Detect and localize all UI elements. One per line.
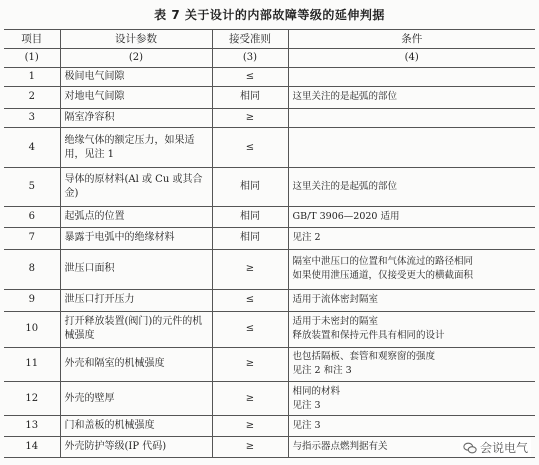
row-acceptance-criterion: ≥ <box>212 436 288 457</box>
subheader-3: (3) <box>212 49 288 68</box>
row-acceptance-criterion: ≥ <box>212 382 288 416</box>
row-acceptance-criterion: ≤ <box>212 311 288 347</box>
row-condition: 与指示器点燃判据有关 <box>288 436 535 457</box>
chat-bubble-icon <box>463 441 477 455</box>
row-number: 10 <box>4 311 60 347</box>
row-number: 2 <box>4 87 60 108</box>
row-acceptance-criterion: ≤ <box>212 68 288 87</box>
row-acceptance-criterion: ≥ <box>212 347 288 381</box>
row-number: 11 <box>4 347 60 381</box>
row-number: 5 <box>4 168 60 206</box>
row-number: 12 <box>4 382 60 416</box>
table-row <box>4 416 535 436</box>
row-condition: 适用于流体密封隔室 <box>288 290 535 311</box>
row-number: 1 <box>4 68 60 87</box>
header-condition: 条件 <box>288 30 535 49</box>
row-design-parameter: 外壳防护等级(IP 代码) <box>60 436 212 457</box>
row-number: 8 <box>4 249 60 290</box>
table-row <box>4 290 535 311</box>
row-condition: 相同的材料 见注 3 <box>288 382 535 416</box>
row-condition <box>288 127 535 168</box>
subheader-4: (4) <box>288 49 535 68</box>
row-number: 13 <box>4 416 60 436</box>
row-acceptance-criterion: ≥ <box>212 108 288 127</box>
header-item: 项目 <box>4 30 60 49</box>
table-row <box>4 87 535 108</box>
table-header <box>4 30 535 68</box>
row-design-parameter: 泄压口面积 <box>60 249 212 290</box>
row-acceptance-criterion: 相同 <box>212 168 288 206</box>
row-acceptance-criterion: 相同 <box>212 87 288 108</box>
row-condition: 见注 3 <box>288 416 535 436</box>
row-number: 4 <box>4 127 60 168</box>
row-condition: 隔室中泄压口的位置和气体流过的路径相同 如果使用泄压通道，仅接受更大的横截面积 <box>288 249 535 290</box>
table-row <box>4 127 535 168</box>
row-acceptance-criterion: ≤ <box>212 290 288 311</box>
row-acceptance-criterion: 相同 <box>212 206 288 227</box>
table-row <box>4 228 535 249</box>
header-acceptance-criterion: 接受准则 <box>212 30 288 49</box>
row-condition: 见注 2 <box>288 228 535 249</box>
row-design-parameter: 打开释放装置(阀门)的元件的机械强度 <box>60 311 212 347</box>
row-condition: GB/T 3906—2020 适用 <box>288 206 535 227</box>
table-row <box>4 347 535 381</box>
subheader-1: (1) <box>4 49 60 68</box>
table-row <box>4 311 535 347</box>
row-design-parameter: 泄压口打开压力 <box>60 290 212 311</box>
row-condition: 适用于未密封的隔室 释放装置和保持元件具有相同的设计 <box>288 311 535 347</box>
row-design-parameter: 暴露于电弧中的绝缘材料 <box>60 228 212 249</box>
row-design-parameter: 极间电气间隙 <box>60 68 212 87</box>
row-design-parameter: 起弧点的位置 <box>60 206 212 227</box>
table-row <box>4 206 535 227</box>
table-title: 表 7 关于设计的内部故障等级的延伸判据 <box>154 8 385 22</box>
watermark-text: 会说电气 <box>479 441 528 455</box>
table-row <box>4 249 535 290</box>
row-condition: 这里关注的是起弧的部位 <box>288 168 535 206</box>
row-number: 7 <box>4 228 60 249</box>
row-number: 3 <box>4 108 60 127</box>
row-design-parameter: 门和盖板的机械强度 <box>60 416 212 436</box>
row-design-parameter: 外壳的壁厚 <box>60 382 212 416</box>
table-row <box>4 436 535 457</box>
table-row <box>4 382 535 416</box>
subheader-2: (2) <box>60 49 212 68</box>
row-number: 6 <box>4 206 60 227</box>
row-design-parameter: 绝缘气体的额定压力，如果适用，见注 1 <box>60 127 212 168</box>
row-design-parameter: 对地电气间隙 <box>60 87 212 108</box>
table-row <box>4 108 535 127</box>
row-acceptance-criterion: 相同 <box>212 228 288 249</box>
criteria-table <box>4 29 535 458</box>
row-condition: 也包括隔板、套管和观察窗的强度 见注 2 和注 3 <box>288 347 535 381</box>
row-condition: 这里关注的是起弧的部位 <box>288 87 535 108</box>
table-row <box>4 168 535 206</box>
row-acceptance-criterion: ≥ <box>212 249 288 290</box>
row-design-parameter: 导体的原材料(Al 或 Cu 或其合金) <box>60 168 212 206</box>
row-design-parameter: 隔室净容积 <box>60 108 212 127</box>
header-design-parameter: 设计参数 <box>60 30 212 49</box>
watermark <box>460 438 531 457</box>
row-design-parameter: 外壳和隔室的机械强度 <box>60 347 212 381</box>
row-condition <box>288 108 535 127</box>
table-body <box>4 68 535 458</box>
table-row <box>4 68 535 87</box>
row-acceptance-criterion: ≥ <box>212 416 288 436</box>
row-acceptance-criterion: ≤ <box>212 127 288 168</box>
row-condition <box>288 68 535 87</box>
row-number: 14 <box>4 436 60 457</box>
row-number: 9 <box>4 290 60 311</box>
